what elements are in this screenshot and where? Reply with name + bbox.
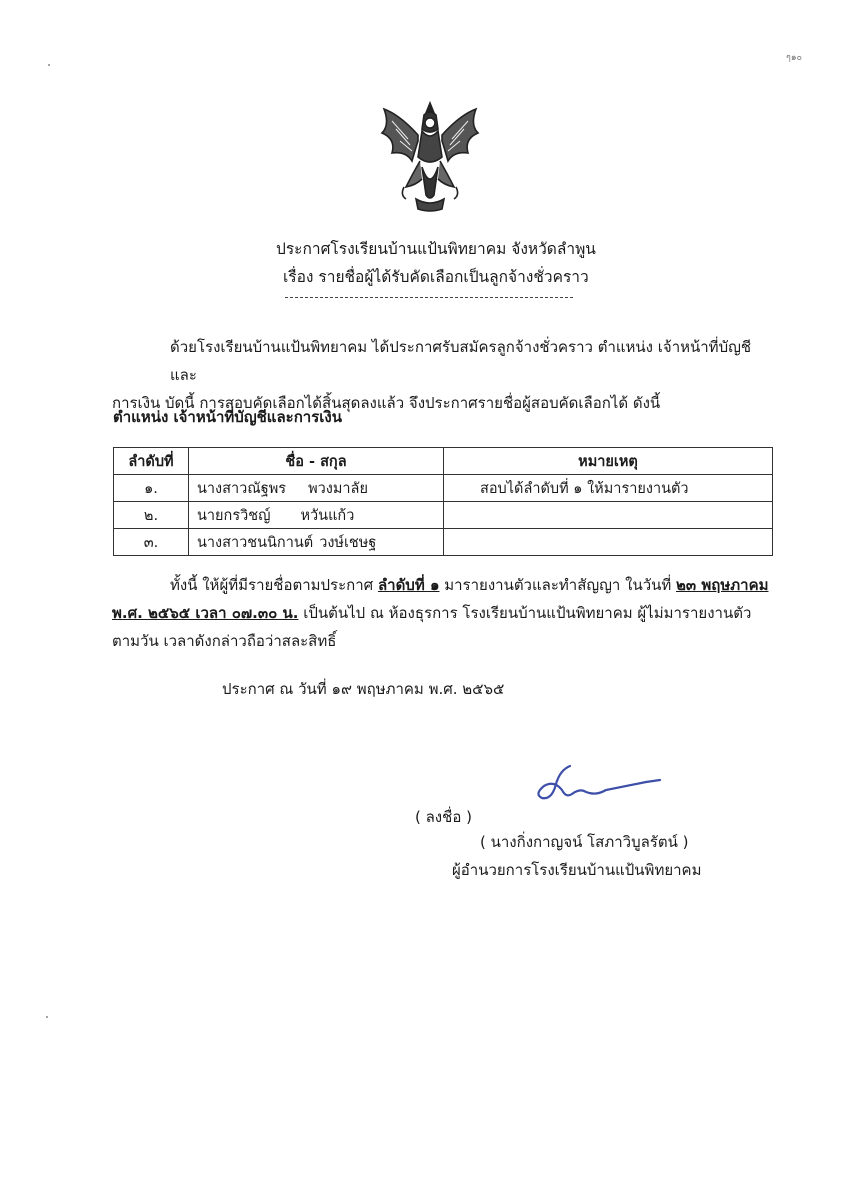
row-note xyxy=(444,502,773,529)
column-header-index: ลำดับที่ xyxy=(114,448,189,475)
row-name xyxy=(189,502,444,529)
row-note xyxy=(444,529,773,556)
row-index: ๑. xyxy=(114,475,189,502)
garuda-emblem-icon xyxy=(372,95,488,217)
speck xyxy=(48,64,50,66)
notice-text-2: มารายงานตัวและทำสัญญา ในวันที่ xyxy=(439,576,677,594)
first-name: นางสาวชนนิกานต์ xyxy=(197,534,314,551)
row-note xyxy=(444,475,773,502)
notice-text-3: เป็นต้นไป ณ ห้องธุรการ โรงเรียนบ้านแป้นพิทยาคม ผู้ไม่มารายงานตัว xyxy=(298,604,752,622)
announce-date: ประกาศ ณ วันที่ ๑๙ พฤษภาคม พ.ศ. ๒๕๖๕ xyxy=(222,680,505,698)
intro-line-2: การเงิน บัดนี้ การสอบคัดเลือกได้สิ้นสุดลงแล้ว จึงประกาศรายชื่อผู้สอบคัดเลือกได้ ดังนี้ xyxy=(112,394,661,412)
position-title: ตำแหน่ง เจ้าหน้าที่บัญชีและการเงิน xyxy=(113,408,342,426)
first-name: นายกรวิชญ์ xyxy=(197,507,271,524)
notice-text-1: ทั้งนี้ ให้ผู้ที่มีรายชื่อตามประกาศ xyxy=(170,576,378,594)
note-text: สอบได้ลำดับที่ ๑ ให้มารายงานตัว xyxy=(480,480,689,497)
announcement-title: ประกาศโรงเรียนบ้านแป้นพิทยาคม จังหวัดลำพูน xyxy=(276,240,596,258)
row-index: ๒. xyxy=(114,502,189,529)
announcement-subject: เรื่อง รายชื่อผู้ได้รับคัดเลือกเป็นลูกจ้างชั่วคราว xyxy=(283,268,589,286)
table-header-row xyxy=(114,448,773,475)
signer-title: ผู้อำนวยการโรงเรียนบ้านแป้นพิทยาคม xyxy=(452,861,702,879)
signature-mark xyxy=(536,760,666,810)
signer-name: ( นางกิ่งกาญจน์ โสภาวิบูลรัตน์ ) xyxy=(480,833,689,851)
notice-line-1 xyxy=(112,571,772,599)
intro-line-1: ด้วยโรงเรียนบ้านแป้นพิทยาคม ได้ประกาศรับสมัครลูกจ้างชั่วคราว ตำแหน่ง เจ้าหน้าที่บัญชีและ xyxy=(170,338,752,384)
row-name xyxy=(189,475,444,502)
row-index: ๓. xyxy=(114,529,189,556)
notice-date-time: พ.ศ. ๒๕๖๕ เวลา ๐๗.๓๐ น. xyxy=(112,604,299,622)
last-name: วงษ์เชษฐ xyxy=(319,534,377,551)
last-name: หวันแก้ว xyxy=(300,507,355,524)
column-header-name: ชื่อ - สกุล xyxy=(189,448,444,475)
notice-rank: ลำดับที่ ๑ xyxy=(377,576,440,594)
column-header-note: หมายเหตุ xyxy=(444,448,773,475)
notice-line-2 xyxy=(112,599,772,627)
last-name: พวงมาลัย xyxy=(308,480,368,497)
notice-paragraph xyxy=(112,571,772,655)
signature-label: ( ลงชื่อ ) xyxy=(415,808,472,826)
row-name xyxy=(189,529,444,556)
table-row xyxy=(114,529,773,556)
table-row xyxy=(114,502,773,529)
table-row xyxy=(114,475,773,502)
corner-mark: ๆ๑๐ xyxy=(786,53,803,63)
first-name: นางสาวณัฐพร xyxy=(197,480,287,497)
notice-line-3: ตามวัน เวลาดังกล่าวถือว่าสละสิทธิ์ xyxy=(112,632,337,650)
notice-date-day: ๒๓ พฤษภาคม xyxy=(676,576,769,594)
candidate-table xyxy=(113,447,773,556)
divider xyxy=(285,297,573,298)
speck xyxy=(46,1016,48,1018)
